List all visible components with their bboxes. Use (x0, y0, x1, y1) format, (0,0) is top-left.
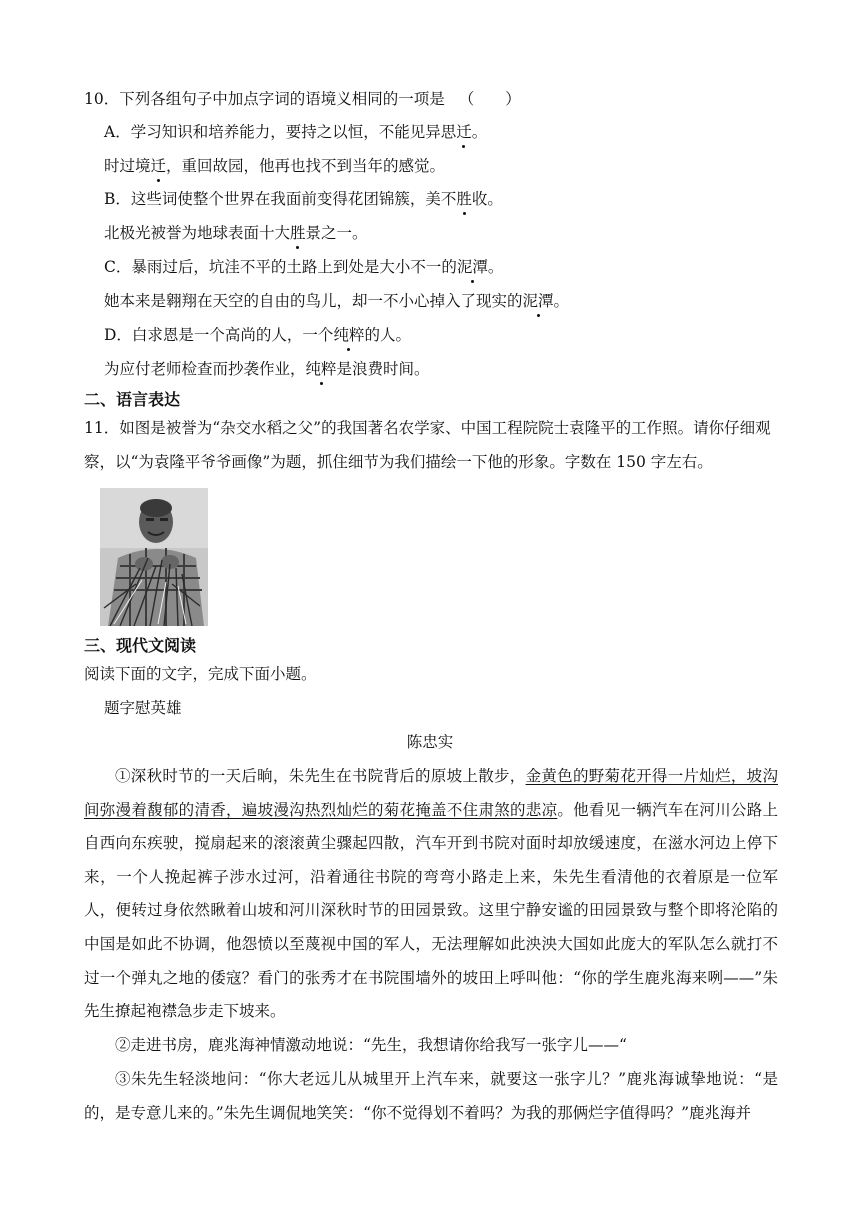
option-a-line-2: 时过境迁，重回故园，他再也找不到当年的感觉。 (104, 157, 446, 175)
article-author: 陈忠实 (406, 733, 454, 751)
work-photo (100, 488, 208, 626)
option-d-line-2: 为应付老师检查而抄袭作业，纯粹是浪费时间。 (104, 360, 430, 378)
option-c-line-1: C．暴雨过后，坑洼不平的土路上到处是大小不一的泥潭。 (104, 258, 504, 276)
option-c-line-2: 她本来是翱翔在天空的自由的鸟儿，却一不小心掉入了现实的泥潭。 (104, 292, 570, 310)
question-11-line-1: 11．如图是被誉为“杂交水稻之父”的我国著名农学家、中国工程院院士袁隆平的工作照。请你仔细观 (84, 419, 771, 437)
paragraph-number: ③ (115, 1070, 131, 1088)
option-b-line-2: 北极光被誉为地球表面十大胜景之一。 (104, 224, 368, 242)
dotted-word: 迁 (150, 157, 167, 175)
paragraph-number: ① (115, 767, 131, 785)
portrait-image (100, 488, 208, 626)
question-11-line-2: 察，以“为袁隆平爷爷画像”为题，抓住细节为我们描绘一下他的形象。字数在 150 字左右。 (84, 453, 713, 471)
dotted-word: 胜 (456, 190, 472, 208)
paragraph-number: ② (115, 1036, 131, 1054)
dotted-word: 泥潭 (456, 258, 488, 276)
option-d-line-1: D．白求恩是一个高尚的人，一个纯粹的人。 (104, 326, 411, 344)
underlined-sentence: 金黄色的野菊花开得一片灿烂，坡沟间弥漫着馥郁的清香，遍坡漫沟热烈灿烂的菊花掩盖不住肃煞的悲凉 (84, 767, 778, 819)
question-10-stem: 10．下列各组句子中加点字词的语境义相同的一项是 （ ） (84, 90, 521, 108)
answer-blank: （ ） (458, 90, 521, 108)
article-paragraph-2: ②走进书房，鹿兆海神情激动地说：“先生，我想请你给我写一张字儿——“ (115, 1036, 627, 1054)
section-heading-language: 二、语言表达 (84, 390, 181, 409)
reading-instruction: 阅读下面的文字，完成下面小题。 (84, 665, 317, 683)
dotted-word: 胜 (290, 224, 306, 242)
article-paragraph-3: ③朱先生轻淡地问：“你大老远儿从城里开上汽车来，就要这一张字儿？”鹿兆海诚挚地说：“是的，是专意儿来的。”朱先生调侃地笑笑：“你不觉得划不着吗？为我的那俩烂字值得吗？”鹿兆海并 (84, 1070, 778, 1122)
option-a-line-1: A．学习知识和培养能力，要持之以恒，不能见异思迁。 (104, 123, 488, 141)
dotted-word: 迁 (456, 123, 472, 141)
dotted-word: 纯粹 (333, 326, 365, 344)
article-paragraph-1: ①深秋时节的一天后晌，朱先生在书院背后的原坡上散步，金黄色的野菊花开得一片灿烂，坡沟间弥漫着馥郁的清香，遍坡漫沟热烈灿烂的菊花掩盖不住肃煞的悲凉。他看见一辆汽车在河川公路上自西向东疾驶，搅扇起来的滚滚黄尘骤起四散，汽车开到书院对面时却放缓速度，在滋水河边上停下来，一个人挽起裤子涉水过河，沿着通往书院的弯弯小路走上来，朱先生看清他的衣着原是一位军人，便转过身依然瞅着山坡和河川深秋时节的田园景致。这里宁静安谧的田园景致与整个即将沦陷的中国是如此不协调，他怨愤以至蔑视中国的军人，无法理解如此泱泱大国如此庞大的军队怎么就打不过一个弹丸之地的倭寇？看门的张秀才在书院围墙外的坡田上呼叫他：“你的学生鹿兆海来咧——”朱先生撩起袍襟急步走下坡来。 (84, 767, 778, 1021)
dotted-word: 纯粹 (305, 360, 337, 378)
option-b-line-1: B．这些词使整个世界在我面前变得花团锦簇，美不胜收。 (104, 190, 503, 208)
dotted-word: 泥潭 (522, 292, 554, 310)
section-heading-reading: 三、现代文阅读 (84, 636, 197, 655)
article-title: 题字慰英雄 (104, 699, 182, 717)
